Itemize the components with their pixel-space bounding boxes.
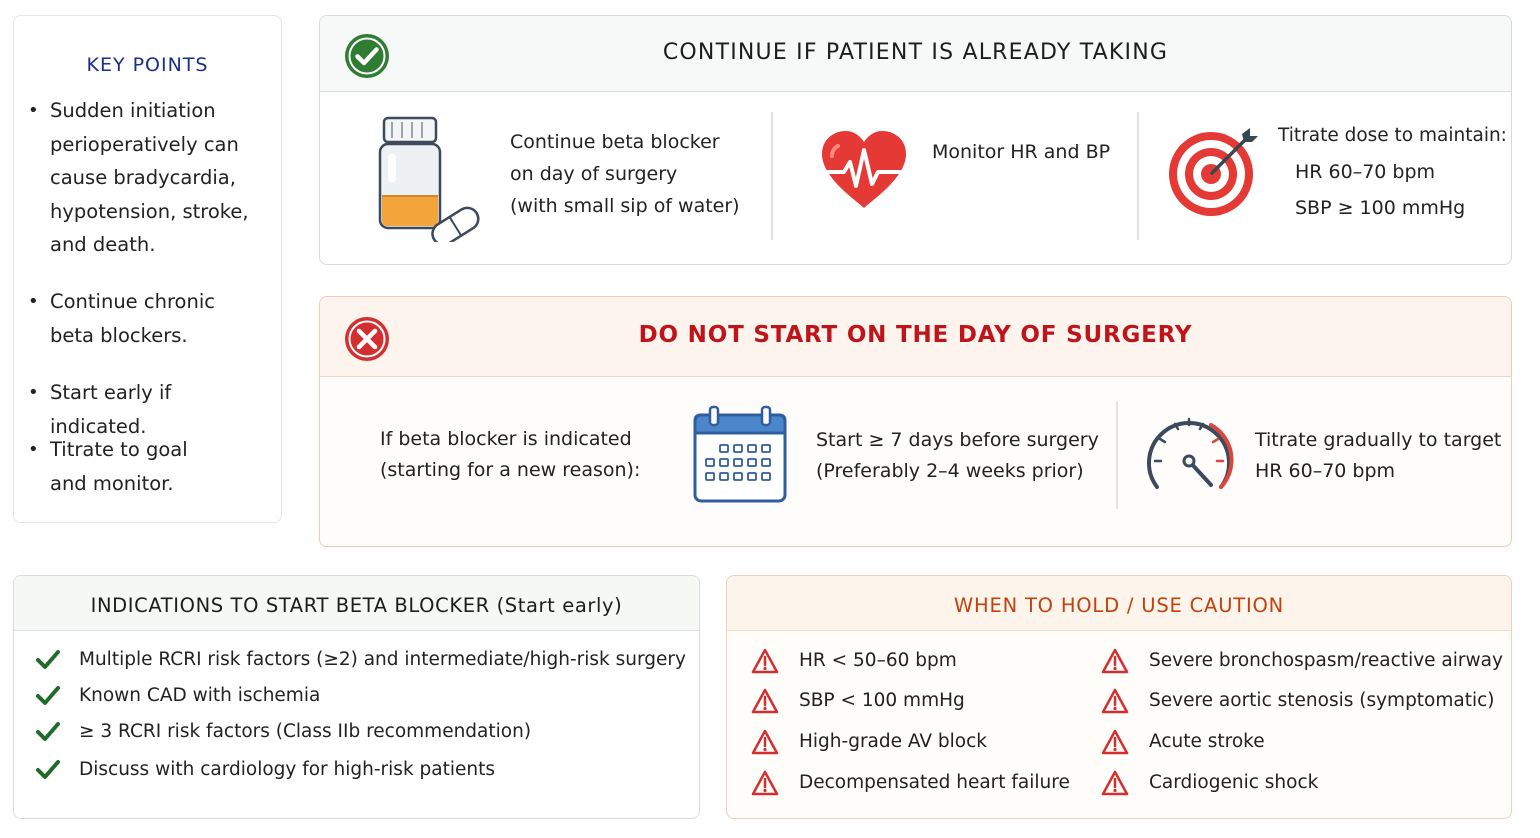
indication-text: Multiple RCRI risk factors (≥2) and intermediate/high-risk surgery	[79, 649, 686, 670]
indicated-condition-text: If beta blocker is indicated (starting for a new reason):	[380, 428, 641, 481]
caution-text: Severe bronchospasm/reactive airway	[1149, 650, 1503, 671]
caution-text: Acute stroke	[1149, 731, 1265, 752]
target-sbp: SBP ≥ 100 mmHg	[1295, 197, 1466, 219]
titrate-dose-label: Titrate dose to maintain:	[1278, 125, 1507, 146]
indications-panel-title: INDICATIONS TO START BETA BLOCKER (Start early)	[90, 594, 623, 617]
warning-icon	[1101, 688, 1129, 714]
continue-step-text: Monitor HR and BP	[932, 141, 1111, 163]
caution-text: SBP < 100 mmHg	[799, 690, 965, 711]
warning-icon	[1101, 648, 1129, 674]
caution-panel	[726, 575, 1512, 819]
pill-bottle-icon	[376, 114, 482, 242]
warning-icon	[751, 770, 779, 796]
caution-panel-title: WHEN TO HOLD / USE CAUTION	[953, 594, 1285, 617]
caution-panel-header	[727, 576, 1511, 631]
heart-ecg-icon	[816, 128, 912, 212]
key-points-card	[13, 15, 282, 523]
calendar-icon	[692, 405, 788, 505]
caution-text: Decompensated heart failure	[799, 772, 1070, 793]
start-timing-text: Start ≥ 7 days before surgery (Preferably 2–4 weeks prior)	[816, 429, 1099, 482]
indication-text: Known CAD with ischemia	[79, 685, 321, 706]
gauge-icon	[1143, 411, 1235, 495]
warning-icon	[1101, 729, 1129, 755]
indications-panel	[13, 575, 700, 819]
key-point-item: • Titrate to goal and monitor.	[28, 433, 188, 500]
warning-icon	[1101, 770, 1129, 796]
titrate-gradually-text: Titrate gradually to target HR 60–70 bpm	[1255, 429, 1502, 482]
caution-text: Cardiogenic shock	[1149, 772, 1319, 793]
step-divider	[1116, 401, 1118, 509]
indication-text: ≥ 3 RCRI risk factors (Class IIb recommendation)	[79, 721, 532, 742]
check-icon	[36, 758, 60, 780]
step-divider	[771, 112, 773, 240]
check-icon	[36, 648, 60, 670]
continue-step-text: Continue beta blocker on day of surgery (with small sip of water)	[510, 131, 740, 217]
check-icon	[36, 684, 60, 706]
target-icon	[1168, 126, 1260, 218]
warning-icon	[751, 729, 779, 755]
warning-icon	[751, 648, 779, 674]
caution-text: Severe aortic stenosis (symptomatic)	[1149, 690, 1495, 711]
do-not-start-panel-title: DO NOT START ON THE DAY OF SURGERY	[638, 322, 1193, 348]
caution-text: High-grade AV block	[799, 731, 987, 752]
key-point-item: • Continue chronic beta blockers.	[28, 285, 215, 352]
indications-panel-header	[14, 576, 699, 631]
step-divider	[1137, 112, 1139, 240]
do-not-start-panel-header	[320, 297, 1511, 377]
do-not-start-panel	[319, 296, 1512, 547]
continue-panel-header	[320, 16, 1511, 92]
caution-text: HR < 50–60 bpm	[799, 650, 957, 671]
check-icon	[36, 720, 60, 742]
continue-panel-title: CONTINUE IF PATIENT IS ALREADY TAKING	[662, 40, 1169, 65]
warning-icon	[751, 688, 779, 714]
key-point-item: • Sudden initiation perioperatively can cause bradycardia, hypotension, stroke, and death.	[28, 94, 249, 262]
continue-panel	[319, 15, 1512, 265]
indication-text: Discuss with cardiology for high-risk patients	[79, 759, 496, 780]
key-points-title: KEY POINTS	[86, 54, 209, 76]
target-hr: HR 60–70 bpm	[1295, 161, 1436, 183]
key-point-item: • Start early if indicated.	[28, 376, 273, 443]
